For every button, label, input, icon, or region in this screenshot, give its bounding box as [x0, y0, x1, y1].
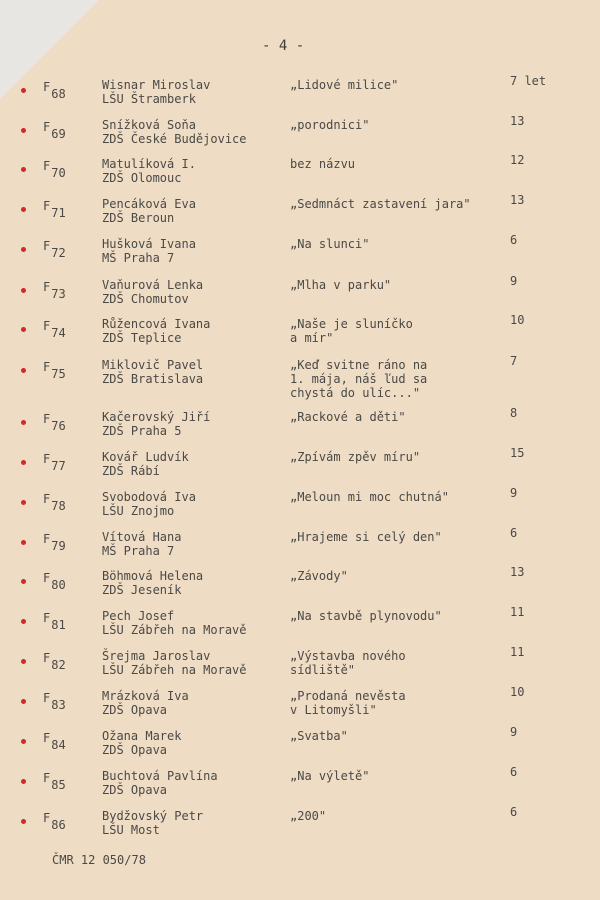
- entry-author: [102, 450, 189, 478]
- list-item: [0, 153, 600, 197]
- red-margin-dot: [21, 288, 26, 293]
- entry-age: 8: [510, 406, 518, 420]
- list-item: [0, 765, 600, 809]
- entry-code-letter: F: [43, 412, 51, 426]
- entry-age: 13: [510, 565, 525, 579]
- title-line-3: chystá do ulíc...": [290, 386, 421, 400]
- list-item: [0, 274, 600, 318]
- entry-code-letter: F: [43, 319, 51, 333]
- title-line-2: 1. mája, náš ľud sa: [290, 372, 428, 386]
- title-line-1: „Výstavba nového: [290, 649, 406, 663]
- entry-age: 6: [510, 526, 518, 540]
- entry-code: [43, 159, 66, 180]
- author-school: ZDŠ Opava: [102, 703, 168, 717]
- title-line-1: „200": [290, 809, 327, 823]
- entry-age: 9: [510, 725, 518, 739]
- author-school: LŠU Štramberk: [102, 92, 196, 106]
- title-line-1: „Svatba": [290, 729, 348, 743]
- entry-author: [102, 809, 203, 837]
- entry-code: [43, 771, 66, 792]
- title-line-1: „Rackové a děti": [290, 410, 406, 424]
- author-school: ZDŠ České Budějovice: [102, 132, 247, 146]
- entry-title: [290, 809, 326, 823]
- entry-title: [290, 769, 369, 783]
- entry-author: [102, 157, 196, 185]
- entry-code: [43, 360, 66, 381]
- author-school: LŠU Most: [102, 823, 160, 837]
- title-line-2: sídliště": [290, 663, 356, 677]
- entry-code-number: 69: [51, 127, 66, 141]
- title-line-1: „porodnici": [290, 118, 370, 132]
- entry-code-letter: F: [43, 199, 51, 213]
- entry-code-letter: F: [43, 239, 51, 253]
- entry-code-letter: F: [43, 159, 51, 173]
- entry-age: 7 let: [510, 74, 547, 88]
- entry-title: [290, 358, 427, 400]
- title-line-1: „Na stavbě plynovodu": [290, 609, 442, 623]
- red-margin-dot: [21, 327, 26, 332]
- entry-code-letter: F: [43, 80, 51, 94]
- entry-author: [102, 237, 196, 265]
- author-name: Mrázková Iva: [102, 689, 189, 703]
- list-item: [0, 313, 600, 357]
- entry-code-number: 86: [51, 818, 66, 832]
- entry-age: 6: [510, 765, 518, 779]
- entry-code-number: 80: [51, 578, 66, 592]
- author-school: LŠU Znojmo: [102, 504, 175, 518]
- red-margin-dot: [21, 368, 26, 373]
- entry-author: [102, 410, 210, 438]
- red-margin-dot: [21, 699, 26, 704]
- entry-code-letter: F: [43, 571, 51, 585]
- entry-code: [43, 412, 66, 433]
- author-name: Hušková Ivana: [102, 237, 196, 251]
- entry-title: [290, 569, 348, 583]
- title-line-1: „Sedmnáct zastavení jara": [290, 197, 471, 211]
- entry-code-number: 70: [51, 166, 66, 180]
- entry-code-letter: F: [43, 492, 51, 506]
- entry-code: [43, 280, 66, 301]
- entry-code-letter: F: [43, 120, 51, 134]
- author-school: ZDŠ Rábí: [102, 464, 160, 478]
- list-item: [0, 406, 600, 450]
- list-item: [0, 725, 600, 769]
- author-name: Matulíková I.: [102, 157, 196, 171]
- title-line-1: „Naše je sluníčko: [290, 317, 413, 331]
- title-line-1: „Na výletě": [290, 769, 370, 783]
- entry-title: [290, 410, 406, 424]
- entry-code-letter: F: [43, 280, 51, 294]
- author-school: ZDŠ Opava: [102, 783, 168, 797]
- entry-age: 13: [510, 114, 525, 128]
- entry-code-number: 74: [51, 326, 66, 340]
- entry-author: [102, 78, 210, 106]
- entry-code-letter: F: [43, 611, 51, 625]
- entry-code: [43, 239, 66, 260]
- entry-title: [290, 317, 413, 345]
- entry-title: [290, 729, 348, 743]
- list-item: [0, 565, 600, 609]
- entry-title: [290, 450, 420, 464]
- red-margin-dot: [21, 819, 26, 824]
- list-item: [0, 526, 600, 570]
- entry-author: [102, 317, 210, 345]
- entry-title: [290, 78, 398, 92]
- entry-code-number: 84: [51, 738, 66, 752]
- title-line-1: „Meloun mi moc chutná": [290, 490, 449, 504]
- red-margin-dot: [21, 619, 26, 624]
- red-margin-dot: [21, 420, 26, 425]
- entry-author: [102, 118, 247, 146]
- entry-code-letter: F: [43, 532, 51, 546]
- author-name: Kovář Ludvík: [102, 450, 189, 464]
- list-item: [0, 446, 600, 490]
- entry-code: [43, 611, 66, 632]
- entry-code: [43, 199, 66, 220]
- author-school: ZDŠ Chomutov: [102, 292, 189, 306]
- entry-author: [102, 649, 247, 677]
- author-name: Bydžovský Petr: [102, 809, 204, 823]
- list-item: [0, 605, 600, 649]
- entry-title: [290, 530, 442, 544]
- entry-age: 10: [510, 313, 525, 327]
- author-school: ZDŠ Praha 5: [102, 424, 182, 438]
- list-item: [0, 193, 600, 237]
- entry-age: 7: [510, 354, 518, 368]
- author-name: Pech Josef: [102, 609, 175, 623]
- red-margin-dot: [21, 659, 26, 664]
- author-name: Wisnar Miroslav: [102, 78, 211, 92]
- author-name: Růžencová Ivana: [102, 317, 211, 331]
- document-footer: ČMR 12 050/78: [52, 853, 146, 867]
- entry-code-number: 85: [51, 778, 66, 792]
- author-name: Kačerovský Jiří: [102, 410, 211, 424]
- author-name: Vítová Hana: [102, 530, 182, 544]
- title-line-1: „Mlha v parku": [290, 278, 392, 292]
- title-line-1: „Na slunci": [290, 237, 370, 251]
- list-item: [0, 114, 600, 158]
- entry-author: [102, 569, 203, 597]
- entry-code: [43, 452, 66, 473]
- author-school: ZDŠ Bratislava: [102, 372, 204, 386]
- author-school: MŠ Praha 7: [102, 544, 175, 558]
- entry-code-number: 72: [51, 246, 66, 260]
- entry-code-letter: F: [43, 691, 51, 705]
- entry-code-number: 68: [51, 87, 66, 101]
- list-item: [0, 74, 600, 118]
- list-item: [0, 805, 600, 849]
- red-margin-dot: [21, 247, 26, 252]
- entry-title: [290, 157, 355, 171]
- entry-title: [290, 278, 391, 292]
- entry-age: 6: [510, 805, 518, 819]
- title-line-2: a mír": [290, 331, 334, 345]
- entry-age: 10: [510, 685, 525, 699]
- page-number: - 4 -: [262, 38, 305, 54]
- entry-title: [290, 237, 369, 251]
- entry-code: [43, 492, 66, 513]
- entry-title: [290, 649, 406, 677]
- red-margin-dot: [21, 540, 26, 545]
- entry-code-letter: F: [43, 811, 51, 825]
- entry-age: 11: [510, 645, 525, 659]
- entry-code-number: 77: [51, 459, 66, 473]
- entry-author: [102, 609, 247, 637]
- author-name: Vaňurová Lenka: [102, 278, 204, 292]
- entry-title: [290, 689, 406, 717]
- red-margin-dot: [21, 128, 26, 133]
- entry-author: [102, 769, 218, 797]
- entry-code: [43, 731, 66, 752]
- list-item: [0, 685, 600, 729]
- entry-code-number: 81: [51, 618, 66, 632]
- entry-code-letter: F: [43, 651, 51, 665]
- red-margin-dot: [21, 167, 26, 172]
- entry-code-number: 71: [51, 206, 66, 220]
- author-name: Snížková Soňa: [102, 118, 196, 132]
- title-line-1: bez názvu: [290, 157, 356, 171]
- author-name: Miklovič Pavel: [102, 358, 204, 372]
- entry-code-letter: F: [43, 731, 51, 745]
- entry-code-letter: F: [43, 771, 51, 785]
- entry-age: 9: [510, 274, 518, 288]
- entry-code-number: 83: [51, 698, 66, 712]
- title-line-2: v Litomyšli": [290, 703, 377, 717]
- author-name: Šrejma Jaroslav: [102, 649, 211, 663]
- entry-author: [102, 197, 196, 225]
- red-margin-dot: [21, 500, 26, 505]
- author-school: LŠU Zábřeh na Moravě: [102, 623, 247, 637]
- title-line-1: „Hrajeme si celý den": [290, 530, 442, 544]
- entry-code-letter: F: [43, 360, 51, 374]
- entry-code-number: 79: [51, 539, 66, 553]
- entry-code-number: 76: [51, 419, 66, 433]
- entry-title: [290, 118, 369, 132]
- entry-code: [43, 319, 66, 340]
- entry-age: 15: [510, 446, 525, 460]
- author-name: Ožana Marek: [102, 729, 182, 743]
- entry-age: 11: [510, 605, 525, 619]
- entry-code-number: 78: [51, 499, 66, 513]
- entry-title: [290, 197, 471, 211]
- red-margin-dot: [21, 460, 26, 465]
- entry-author: [102, 358, 203, 386]
- entry-code: [43, 120, 66, 141]
- red-margin-dot: [21, 88, 26, 93]
- entry-author: [102, 689, 189, 717]
- red-margin-dot: [21, 779, 26, 784]
- list-item: [0, 233, 600, 277]
- entry-code-number: 73: [51, 287, 66, 301]
- entry-age: 13: [510, 193, 525, 207]
- entry-author: [102, 729, 181, 757]
- author-school: ZDŠ Teplice: [102, 331, 182, 345]
- title-line-1: „Prodaná nevěsta: [290, 689, 406, 703]
- entry-code: [43, 80, 66, 101]
- author-name: Svobodová Iva: [102, 490, 196, 504]
- entry-age: 6: [510, 233, 518, 247]
- entry-code: [43, 691, 66, 712]
- entry-author: [102, 530, 181, 558]
- entry-title: [290, 609, 442, 623]
- entry-code: [43, 532, 66, 553]
- author-school: ZDŠ Beroun: [102, 211, 175, 225]
- title-line-1: „Keď svitne ráno na: [290, 358, 428, 372]
- red-margin-dot: [21, 579, 26, 584]
- author-name: Buchtová Pavlína: [102, 769, 218, 783]
- entry-code-letter: F: [43, 452, 51, 466]
- entry-code-number: 82: [51, 658, 66, 672]
- entry-author: [102, 278, 203, 306]
- author-school: LŠU Zábřeh na Moravě: [102, 663, 247, 677]
- list-item: [0, 645, 600, 689]
- entry-code-number: 75: [51, 367, 66, 381]
- title-line-1: „Lidové milice": [290, 78, 399, 92]
- author-name: Pencáková Eva: [102, 197, 196, 211]
- entry-title: [290, 490, 449, 504]
- entry-code: [43, 651, 66, 672]
- title-line-1: „Závody": [290, 569, 348, 583]
- author-name: Böhmová Helena: [102, 569, 204, 583]
- entry-code: [43, 811, 66, 832]
- author-school: ZDŠ Jeseník: [102, 583, 182, 597]
- entry-author: [102, 490, 196, 518]
- author-school: ZDŠ Opava: [102, 743, 168, 757]
- title-line-1: „Zpívám zpěv míru": [290, 450, 421, 464]
- entry-age: 12: [510, 153, 525, 167]
- entry-age: 9: [510, 486, 518, 500]
- list-item: [0, 486, 600, 530]
- list-item: [0, 354, 600, 400]
- author-school: ZDŠ Olomouc: [102, 171, 182, 185]
- author-school: MŠ Praha 7: [102, 251, 175, 265]
- entry-code: [43, 571, 66, 592]
- red-margin-dot: [21, 739, 26, 744]
- red-margin-dot: [21, 207, 26, 212]
